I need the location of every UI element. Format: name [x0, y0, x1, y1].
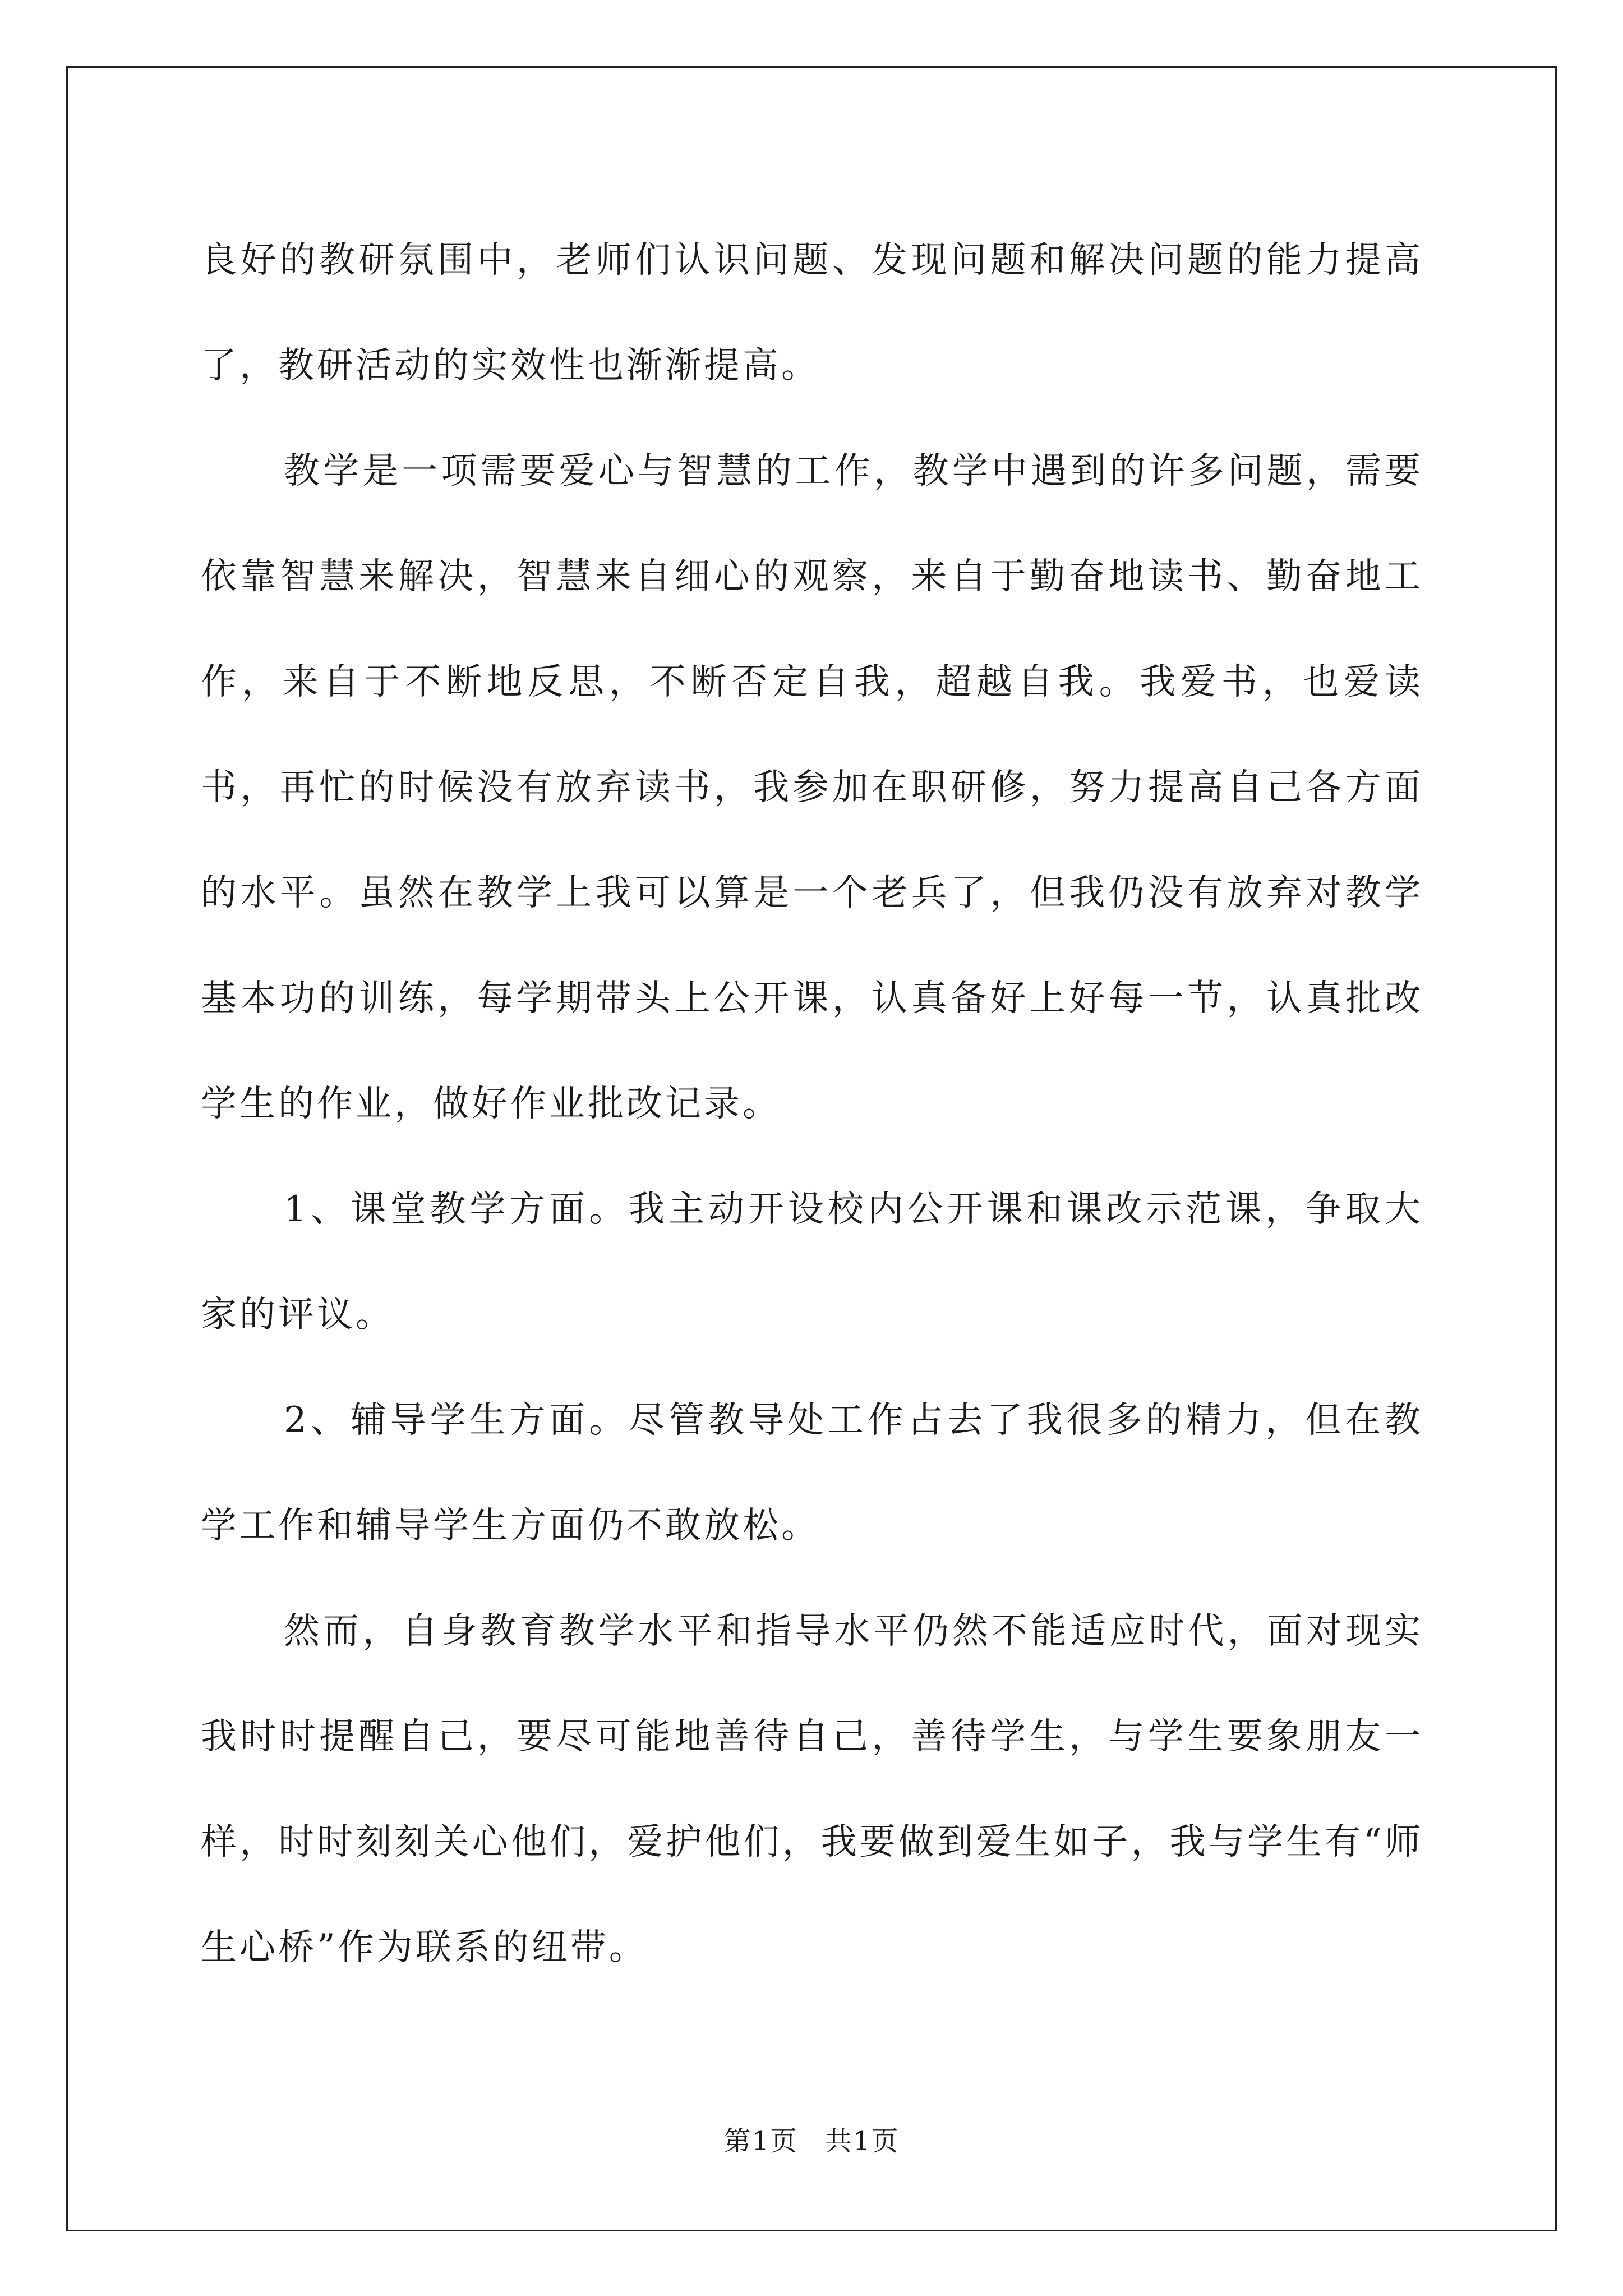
- page-footer: [0, 2119, 1623, 2158]
- paragraph-2: 教学是一项需要爱心与智慧的工作，教学中遇到的许多问题，需要依靠智慧来解决，智慧来自细心的观察，来自于勤奋地读书、勤奋地工作，来自于不断地反思，不断否定自我，超越自我。我爱书，也爱读书，再忙的时候没有放弃读书，我参加在职研修，努力提高自己各方面的水平。虽然在教学上我可以算是一个老兵了，但我仍没有放弃对教学基本功的训练，每学期带头上公开课，认真备好上好每一节，认真批改学生的作业，做好作业批改记录。: [201, 450, 1423, 1125]
- page-number: 第1页: [723, 2125, 798, 2157]
- paragraph-5: 然而，自身教育教学水平和指导水平仍然不能适应时代，面对现实我时时提醒自己，要尽可能地善待自己，善待学生，与学生要象朋友一样，时时刻刻关心他们，爱护他们，我要做到爱生如子，我与学生有“师生心桥”作为联系的纽带。: [201, 1611, 1423, 1968]
- page-total: 共1页: [825, 2125, 900, 2157]
- document-body: [201, 208, 1423, 2000]
- paragraph-3: 1、课堂教学方面。我主动开设校内公开课和课改示范课，争取大家的评议。: [201, 1189, 1423, 1336]
- paragraph-4: 2、辅导学生方面。尽管教导处工作占去了我很多的精力，但在教学工作和辅导学生方面仍不敢放松。: [201, 1400, 1423, 1547]
- paragraph-1: 良好的教研氛围中，老师们认识问题、发现问题和解决问题的能力提高了，教研活动的实效性也渐渐提高。: [201, 240, 1423, 386]
